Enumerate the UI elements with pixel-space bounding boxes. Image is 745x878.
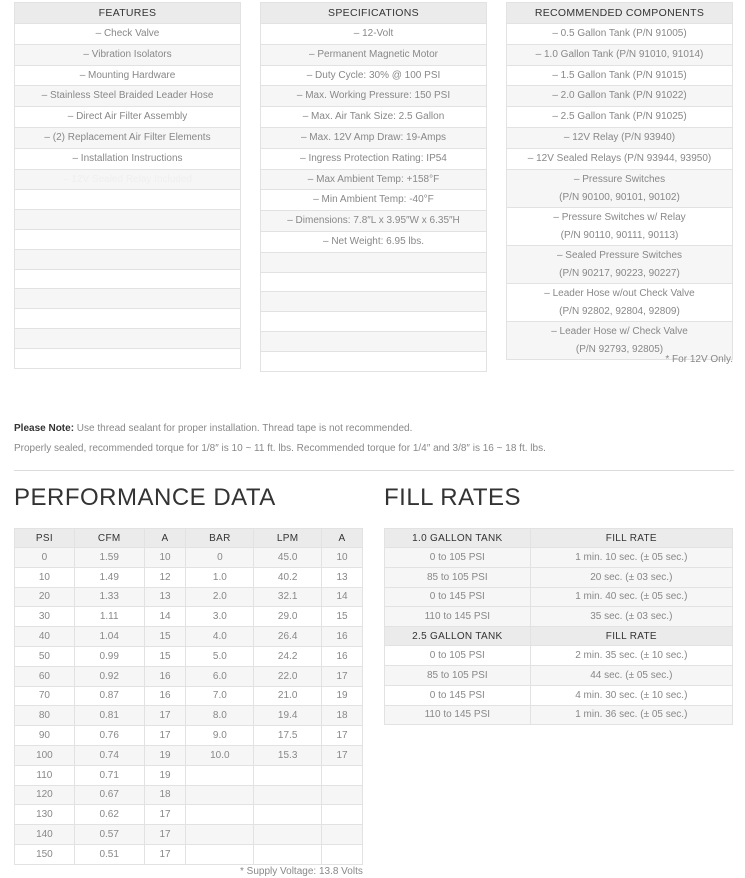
component-item: – 2.5 Gallon Tank (P/N 91025) xyxy=(507,107,733,128)
fill-rate-header: FILL RATE xyxy=(530,529,732,548)
table-cell: 18 xyxy=(322,706,363,726)
table-cell: 29.0 xyxy=(254,607,322,627)
component-part-numbers: (P/N 92793, 92805) xyxy=(575,343,664,355)
divider xyxy=(14,470,734,471)
empty-cell xyxy=(261,272,487,292)
table-row xyxy=(15,646,363,666)
table-cell: 1.0 xyxy=(186,567,254,587)
spec-item: – Dimensions: 7.8″L x 3.95″W x 6.35″H xyxy=(261,211,487,232)
component-item: – 12V Relay (P/N 93940) xyxy=(507,127,733,148)
table-cell: 20 sec. (± 03 sec.) xyxy=(530,567,732,587)
performance-table xyxy=(14,528,363,865)
table-cell: 19.4 xyxy=(254,706,322,726)
fill-section-header xyxy=(385,529,733,548)
performance-col-header: PSI xyxy=(15,529,75,548)
table-cell: 0.51 xyxy=(74,844,144,864)
table-row xyxy=(385,705,733,725)
spec-item: – Net Weight: 6.95 lbs. xyxy=(261,231,487,252)
table-cell: 13 xyxy=(144,587,186,607)
table-cell xyxy=(322,785,363,805)
table-cell: 21.0 xyxy=(254,686,322,706)
table-cell: 13 xyxy=(322,567,363,587)
table-cell: 24.2 xyxy=(254,646,322,666)
table-cell: 19 xyxy=(322,686,363,706)
please-note-text: Use thread sealant for proper installation. Thread tape is not recommended. xyxy=(74,423,413,434)
features-header: FEATURES xyxy=(15,3,241,24)
feature-item: – Mounting Hardware xyxy=(15,65,241,86)
table-cell: 1 min. 36 sec. (± 05 sec.) xyxy=(530,705,732,725)
spec-item: – 12-Volt xyxy=(261,24,487,45)
empty-cell xyxy=(15,229,241,249)
specifications-header: SPECIFICATIONS xyxy=(261,3,487,24)
empty-cell xyxy=(261,292,487,312)
table-cell: 0 xyxy=(15,548,75,568)
table-cell: 8.0 xyxy=(186,706,254,726)
feature-item: – 12V Sealed Relay Included xyxy=(15,169,241,190)
table-cell: 22.0 xyxy=(254,666,322,686)
fill-section-header xyxy=(385,627,733,646)
table-cell: 0 to 105 PSI xyxy=(385,646,531,666)
tank-size-header: 1.0 GALLON TANK xyxy=(385,529,531,548)
table-cell: 15 xyxy=(144,646,186,666)
table-row xyxy=(385,607,733,627)
table-row xyxy=(15,844,363,864)
component-item: – 12V Sealed Relays (P/N 93944, 93950) xyxy=(507,148,733,169)
component-part-numbers: (P/N 90110, 90111, 90113) xyxy=(560,229,679,241)
table-cell: 2 min. 35 sec. (± 10 sec.) xyxy=(530,646,732,666)
spec-item: – Permanent Magnetic Motor xyxy=(261,44,487,65)
table-cell: 2.0 xyxy=(186,587,254,607)
table-cell: 0.67 xyxy=(74,785,144,805)
table-cell: 60 xyxy=(15,666,75,686)
fill-rate-header: FILL RATE xyxy=(530,627,732,646)
table-cell: 16 xyxy=(322,646,363,666)
table-cell: 40.2 xyxy=(254,567,322,587)
table-cell: 130 xyxy=(15,805,75,825)
table-cell: 17 xyxy=(144,825,186,845)
table-cell: 110 to 145 PSI xyxy=(385,607,531,627)
empty-cell xyxy=(15,210,241,230)
fill-rates-table xyxy=(384,528,733,725)
component-item xyxy=(507,245,733,283)
table-cell: 0 to 105 PSI xyxy=(385,548,531,568)
table-cell: 0.76 xyxy=(74,726,144,746)
table-cell: 44 sec. (± 05 sec.) xyxy=(530,665,732,685)
table-row xyxy=(385,587,733,607)
table-cell: 17 xyxy=(144,805,186,825)
feature-item: – Vibration Isolators xyxy=(15,44,241,65)
table-cell: 16 xyxy=(144,666,186,686)
table-row xyxy=(15,825,363,845)
table-cell: 10 xyxy=(144,548,186,568)
component-item xyxy=(507,207,733,245)
table-row xyxy=(15,607,363,627)
component-item: – 0.5 Gallon Tank (P/N 91005) xyxy=(507,24,733,45)
empty-cell xyxy=(15,309,241,329)
empty-cell xyxy=(261,331,487,351)
table-cell: 0.87 xyxy=(74,686,144,706)
table-row xyxy=(15,706,363,726)
table-cell: 19 xyxy=(144,745,186,765)
table-cell xyxy=(254,844,322,864)
empty-cell xyxy=(15,249,241,269)
table-cell: 0.81 xyxy=(74,706,144,726)
table-cell: 85 to 105 PSI xyxy=(385,665,531,685)
table-cell: 0.74 xyxy=(74,745,144,765)
table-cell: 1 min. 10 sec. (± 05 sec.) xyxy=(530,548,732,568)
table-row xyxy=(15,745,363,765)
table-cell xyxy=(322,825,363,845)
table-cell: 5.0 xyxy=(186,646,254,666)
component-item xyxy=(507,283,733,321)
table-cell: 50 xyxy=(15,646,75,666)
table-row xyxy=(15,627,363,647)
table-cell: 9.0 xyxy=(186,726,254,746)
spec-item: – Max. Air Tank Size: 2.5 Gallon xyxy=(261,107,487,128)
components-header: RECOMMENDED COMPONENTS xyxy=(507,3,733,24)
performance-col-header: CFM xyxy=(74,529,144,548)
table-cell: 1 min. 40 sec. (± 05 sec.) xyxy=(530,587,732,607)
component-item xyxy=(507,169,733,207)
table-cell: 26.4 xyxy=(254,627,322,647)
table-cell: 17 xyxy=(144,844,186,864)
fill-rates-title: FILL RATES xyxy=(384,484,522,511)
table-cell: 17 xyxy=(144,706,186,726)
component-item: – 1.0 Gallon Tank (P/N 91010, 91014) xyxy=(507,44,733,65)
table-row xyxy=(15,666,363,686)
table-cell xyxy=(186,844,254,864)
empty-cell xyxy=(15,269,241,289)
table-cell: 100 xyxy=(15,745,75,765)
component-line: – Pressure Switches xyxy=(573,173,666,185)
table-cell: 0.99 xyxy=(74,646,144,666)
empty-cell xyxy=(15,328,241,348)
component-line: – Leader Hose w/ Check Valve xyxy=(551,325,688,337)
table-cell: 14 xyxy=(144,607,186,627)
spec-item: – Ingress Protection Rating: IP54 xyxy=(261,148,487,169)
empty-cell xyxy=(261,312,487,332)
table-cell: 17 xyxy=(322,726,363,746)
table-row xyxy=(15,587,363,607)
table-row xyxy=(385,665,733,685)
table-cell: 1.49 xyxy=(74,567,144,587)
empty-cell xyxy=(15,190,241,210)
please-note xyxy=(14,423,412,434)
performance-col-header: LPM xyxy=(254,529,322,548)
table-cell: 1.11 xyxy=(74,607,144,627)
table-row xyxy=(15,548,363,568)
table-cell xyxy=(254,825,322,845)
table-cell: 10.0 xyxy=(186,745,254,765)
table-cell: 17 xyxy=(144,726,186,746)
table-cell: 17 xyxy=(322,745,363,765)
table-cell: 70 xyxy=(15,686,75,706)
table-cell: 12 xyxy=(144,567,186,587)
table-cell: 1.59 xyxy=(74,548,144,568)
table-cell xyxy=(322,765,363,785)
table-cell xyxy=(186,765,254,785)
tank-size-header: 2.5 GALLON TANK xyxy=(385,627,531,646)
feature-item: – Stainless Steel Braided Leader Hose xyxy=(15,86,241,107)
table-cell: 150 xyxy=(15,844,75,864)
component-line: – Leader Hose w/out Check Valve xyxy=(544,287,695,299)
table-cell: 32.1 xyxy=(254,587,322,607)
table-row xyxy=(15,805,363,825)
torque-note: Properly sealed, recommended torque for 1/8″ is 10 ~ 11 ft. lbs. Recommended torque for 1/4″ and 3/8″ is 16 ~ 18 ft. lbs. xyxy=(14,443,546,454)
table-cell: 7.0 xyxy=(186,686,254,706)
table-cell xyxy=(186,825,254,845)
table-row xyxy=(15,765,363,785)
table-row xyxy=(385,548,733,568)
table-cell xyxy=(322,805,363,825)
spec-item: – Max. Working Pressure: 150 PSI xyxy=(261,86,487,107)
components-table xyxy=(506,2,733,360)
spec-item: – Duty Cycle: 30% @ 100 PSI xyxy=(261,65,487,86)
empty-cell xyxy=(15,289,241,309)
please-note-label: Please Note: xyxy=(14,423,75,434)
table-row xyxy=(385,567,733,587)
table-cell: 0 to 145 PSI xyxy=(385,685,531,705)
feature-item: – Check Valve xyxy=(15,24,241,45)
table-cell: 35 sec. (± 03 sec.) xyxy=(530,607,732,627)
table-cell: 90 xyxy=(15,726,75,746)
table-cell: 20 xyxy=(15,587,75,607)
table-row xyxy=(15,686,363,706)
table-cell: 4 min. 30 sec. (± 10 sec.) xyxy=(530,685,732,705)
table-row xyxy=(385,646,733,666)
table-cell: 14 xyxy=(322,587,363,607)
table-cell: 0 to 145 PSI xyxy=(385,587,531,607)
table-cell: 15.3 xyxy=(254,745,322,765)
performance-col-header: A xyxy=(322,529,363,548)
table-cell: 40 xyxy=(15,627,75,647)
supply-voltage-footnote: * Supply Voltage: 13.8 Volts xyxy=(240,866,363,877)
empty-cell xyxy=(261,351,487,371)
table-cell: 1.04 xyxy=(74,627,144,647)
table-cell: 17 xyxy=(322,666,363,686)
table-cell: 15 xyxy=(144,627,186,647)
table-cell xyxy=(254,805,322,825)
table-cell: 4.0 xyxy=(186,627,254,647)
component-item: – 2.0 Gallon Tank (P/N 91022) xyxy=(507,86,733,107)
empty-cell xyxy=(261,252,487,272)
spec-item: – Max. 12V Amp Draw: 19-Amps xyxy=(261,127,487,148)
table-row xyxy=(15,726,363,746)
component-part-numbers: (P/N 90217, 90223, 90227) xyxy=(559,267,680,279)
table-cell: 0.71 xyxy=(74,765,144,785)
table-cell: 18 xyxy=(144,785,186,805)
table-cell: 17.5 xyxy=(254,726,322,746)
component-part-numbers: (P/N 90100, 90101, 90102) xyxy=(559,191,680,203)
table-row xyxy=(15,785,363,805)
table-cell xyxy=(254,785,322,805)
table-cell: 1.33 xyxy=(74,587,144,607)
components-footnote: * For 12V Only. xyxy=(665,354,733,365)
table-cell: 85 to 105 PSI xyxy=(385,567,531,587)
table-cell: 16 xyxy=(144,686,186,706)
table-cell: 45.0 xyxy=(254,548,322,568)
table-cell: 6.0 xyxy=(186,666,254,686)
table-cell: 0.62 xyxy=(74,805,144,825)
table-row xyxy=(385,685,733,705)
table-cell: 110 xyxy=(15,765,75,785)
table-cell: 80 xyxy=(15,706,75,726)
component-line: – Sealed Pressure Switches xyxy=(556,249,683,261)
feature-item: – (2) Replacement Air Filter Elements xyxy=(15,127,241,148)
table-cell: 140 xyxy=(15,825,75,845)
table-cell: 30 xyxy=(15,607,75,627)
table-cell: 3.0 xyxy=(186,607,254,627)
performance-col-header: A xyxy=(144,529,186,548)
feature-item: – Installation Instructions xyxy=(15,148,241,169)
performance-col-header: BAR xyxy=(186,529,254,548)
table-cell: 0.57 xyxy=(74,825,144,845)
table-cell: 10 xyxy=(15,567,75,587)
features-table xyxy=(14,2,241,369)
spec-item: – Min Ambient Temp: -40°F xyxy=(261,190,487,211)
table-cell: 120 xyxy=(15,785,75,805)
table-cell xyxy=(186,785,254,805)
table-cell: 0.92 xyxy=(74,666,144,686)
component-part-numbers: (P/N 92802, 92804, 92809) xyxy=(559,305,680,317)
specifications-table xyxy=(260,2,487,372)
table-cell xyxy=(186,805,254,825)
component-item: – 1.5 Gallon Tank (P/N 91015) xyxy=(507,65,733,86)
performance-title: PERFORMANCE DATA xyxy=(14,484,276,511)
table-cell: 19 xyxy=(144,765,186,785)
table-cell xyxy=(322,844,363,864)
spec-item: – Max Ambient Temp: +158°F xyxy=(261,169,487,190)
table-cell: 15 xyxy=(322,607,363,627)
table-cell xyxy=(254,765,322,785)
table-row xyxy=(15,567,363,587)
table-cell: 110 to 145 PSI xyxy=(385,705,531,725)
feature-item: – Direct Air Filter Assembly xyxy=(15,107,241,128)
table-cell: 16 xyxy=(322,627,363,647)
empty-cell xyxy=(15,348,241,368)
component-line: – Pressure Switches w/ Relay xyxy=(553,211,686,223)
table-cell: 0 xyxy=(186,548,254,568)
table-cell: 10 xyxy=(322,548,363,568)
